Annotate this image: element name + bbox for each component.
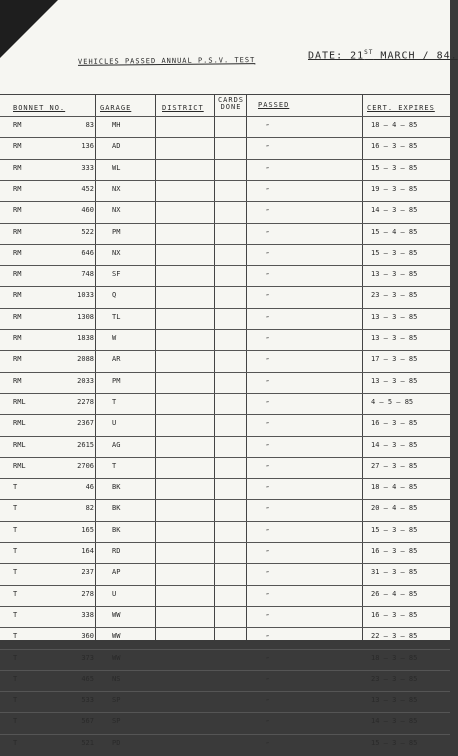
garage-code: RD (112, 547, 121, 555)
column-header-passed: PASSED (258, 101, 290, 109)
garage-code: T (112, 461, 117, 470)
table-row (0, 457, 450, 479)
date-prefix: DATE: 21 (308, 50, 365, 62)
table-row (0, 585, 450, 607)
garage-code: WL (112, 163, 121, 172)
table-row (0, 244, 450, 266)
passed-mark: ” (266, 251, 270, 258)
bonnet-number: 2278 (77, 397, 94, 406)
cert-expiry-date: 16 – 3 – 85 (371, 419, 418, 428)
passed-mark: ” (266, 464, 270, 471)
bonnet-prefix: T (13, 632, 18, 641)
table-row (0, 372, 450, 394)
table-row (0, 265, 450, 287)
bonnet-prefix: T (13, 525, 18, 534)
bonnet-prefix: T (13, 738, 18, 747)
cert-expiry-date: 31 – 3 – 85 (371, 568, 418, 577)
bonnet-number: 2088 (77, 355, 94, 364)
table-row (0, 180, 450, 202)
passed-mark: ” (266, 486, 270, 493)
bonnet-number: 1308 (77, 312, 94, 321)
garage-code: WW (112, 632, 121, 641)
table-row (0, 606, 450, 628)
cert-expiry-date: 19 – 3 – 85 (371, 184, 418, 193)
passed-mark: ” (266, 315, 270, 322)
bonnet-number: 136 (81, 142, 94, 151)
cert-expiry-date: 15 – 4 – 85 (371, 227, 418, 236)
cert-expiry-date: 14 – 3 – 85 (371, 206, 418, 215)
bonnet-number: 165 (81, 525, 94, 534)
table-row (0, 734, 450, 756)
passed-mark: ” (266, 294, 270, 301)
passed-mark: ” (266, 379, 270, 386)
bonnet-prefix: RM (13, 248, 22, 257)
table-row (0, 201, 450, 223)
column-header-cert-expires: CERT. EXPIRES (367, 104, 435, 112)
passed-mark: ” (266, 209, 270, 216)
cert-expiry-date: 15 – 3 – 85 (371, 163, 418, 172)
bonnet-number: 1838 (77, 334, 94, 342)
table-row (0, 563, 450, 585)
garage-code: MH (112, 121, 121, 129)
bonnet-number: 522 (81, 227, 94, 236)
bonnet-number: 748 (81, 270, 94, 279)
bonnet-prefix: T (13, 653, 18, 662)
table-row (0, 329, 450, 351)
bonnet-number: 465 (81, 674, 94, 683)
cert-expiry-date: 17 – 3 – 85 (371, 355, 418, 364)
passed-mark: ” (266, 550, 270, 556)
passed-mark: ” (266, 273, 270, 280)
bonnet-prefix: RML (13, 419, 26, 428)
bonnet-prefix: RML (13, 461, 26, 470)
passed-mark: ” (266, 656, 270, 663)
document-date (308, 49, 458, 61)
bonnet-prefix: RML (13, 397, 26, 406)
garage-code: BK (112, 525, 121, 534)
table-row (0, 286, 450, 308)
bonnet-number: 460 (81, 206, 94, 215)
cert-expiry-date: 22 – 3 – 85 (371, 632, 418, 641)
passed-mark: ” (266, 124, 270, 130)
passed-mark: ” (266, 187, 270, 194)
passed-mark: ” (266, 507, 270, 514)
table-row (0, 521, 450, 543)
column-header-cards-done: CARDS DONE (217, 96, 245, 111)
cert-expiry-date: 27 – 3 – 85 (371, 461, 418, 470)
passed-mark: ” (266, 337, 270, 343)
cert-expiry-date: 16 – 3 – 85 (371, 142, 418, 151)
table-row (0, 499, 450, 521)
passed-mark: ” (266, 592, 270, 599)
folded-corner (0, 0, 58, 58)
passed-mark: ” (266, 443, 270, 450)
date-suffix-ordinal: ST (364, 49, 374, 56)
table-row (0, 414, 450, 436)
table-row (0, 712, 450, 734)
passed-mark: ” (266, 571, 270, 578)
bonnet-prefix: RM (13, 121, 22, 129)
bonnet-prefix: RM (13, 355, 22, 364)
bonnet-prefix: RM (13, 270, 22, 279)
garage-code: WW (112, 653, 121, 662)
bonnet-prefix: RM (13, 291, 22, 300)
passed-mark: ” (266, 635, 270, 642)
bonnet-prefix: RM (13, 163, 22, 172)
cert-expiry-date: 18 – 4 – 85 (371, 121, 418, 129)
table-row (0, 223, 450, 245)
passed-mark: ” (266, 166, 270, 173)
bonnet-prefix: RM (13, 184, 22, 193)
bonnet-prefix: T (13, 610, 18, 619)
table-row (0, 137, 450, 159)
cert-expiry-date: 14 – 3 – 85 (371, 440, 418, 449)
bonnet-prefix: RML (13, 440, 26, 449)
bonnet-number: 452 (81, 184, 94, 193)
document-title: VEHICLES PASSED ANNUAL P.S.V. TEST (77, 56, 256, 66)
table-row (0, 478, 450, 500)
garage-code: AP (112, 568, 121, 577)
garage-code: PM (112, 227, 121, 236)
bonnet-number: 2033 (77, 376, 94, 385)
garage-code: AD (112, 142, 121, 151)
bonnet-prefix: T (13, 504, 18, 513)
cert-expiry-date: 15 – 3 – 85 (371, 525, 418, 534)
table-row (0, 436, 450, 458)
cert-expiry-date: 15 – 3 – 85 (371, 248, 418, 257)
date-month-year: MARCH / 84. (373, 50, 458, 62)
bonnet-number: 46 (85, 483, 94, 492)
bonnet-number: 338 (81, 610, 94, 619)
bonnet-prefix: T (13, 483, 18, 492)
garage-code: AR (112, 355, 121, 364)
garage-code: AG (112, 440, 121, 449)
passed-mark: ” (266, 145, 270, 152)
garage-code: SF (112, 270, 121, 279)
passed-mark: ” (266, 230, 270, 237)
bonnet-prefix: RM (13, 376, 22, 385)
cert-expiry-date: 26 – 4 – 85 (371, 589, 418, 598)
passed-mark: ” (266, 422, 270, 429)
bonnet-prefix: RM (13, 142, 22, 151)
bonnet-number: 2367 (77, 419, 94, 428)
bonnet-number: 1033 (77, 291, 94, 300)
table-row (0, 691, 450, 713)
bonnet-number: 533 (81, 696, 94, 705)
bonnet-prefix: T (13, 589, 18, 598)
bonnet-prefix: T (13, 547, 18, 555)
garage-code: BK (112, 504, 121, 513)
passed-mark: ” (266, 400, 270, 407)
table-row (0, 393, 450, 415)
garage-code: SP (112, 696, 121, 705)
garage-code: T (112, 397, 117, 406)
bonnet-number: 567 (81, 717, 94, 726)
bonnet-prefix: RM (13, 334, 22, 342)
garage-code: BK (112, 483, 121, 492)
cert-expiry-date: 14 – 3 – 85 (371, 717, 418, 726)
cert-expiry-date: 13 – 3 – 85 (371, 376, 418, 385)
passed-mark: ” (266, 699, 270, 706)
bonnet-number: 2706 (77, 461, 94, 470)
passed-mark: ” (266, 358, 270, 365)
table-row (0, 116, 450, 138)
cert-expiry-date: 15 – 3 – 85 (371, 738, 418, 747)
cert-expiry-date: 23 – 3 – 85 (371, 674, 418, 683)
cert-expiry-date: 16 – 3 – 85 (371, 547, 418, 555)
garage-code: NX (112, 248, 121, 257)
passed-mark: ” (266, 741, 270, 748)
passed-mark: ” (266, 720, 270, 727)
bonnet-number: 237 (81, 568, 94, 577)
bonnet-prefix: RM (13, 206, 22, 215)
bonnet-prefix: T (13, 568, 18, 577)
table-row (0, 542, 450, 564)
bonnet-number: 83 (85, 121, 94, 129)
bonnet-prefix: T (13, 674, 18, 683)
bonnet-number: 360 (81, 632, 94, 641)
passed-mark: ” (266, 528, 270, 535)
garage-code: NX (112, 184, 121, 193)
column-header-garage: GARAGE (100, 104, 132, 112)
table-row (0, 350, 450, 372)
bonnet-prefix: T (13, 696, 18, 705)
bonnet-prefix: RM (13, 312, 22, 321)
cert-expiry-date: 13 – 3 – 85 (371, 270, 418, 279)
bonnet-number: 2615 (77, 440, 94, 449)
table-top-rule (0, 94, 450, 95)
garage-code: U (112, 419, 117, 428)
bonnet-prefix: RM (13, 227, 22, 236)
garage-code: PD (112, 738, 121, 747)
bonnet-number: 82 (85, 504, 94, 513)
cert-expiry-date: 20 – 4 – 85 (371, 504, 418, 513)
garage-code: TL (112, 312, 121, 321)
garage-code: NX (112, 206, 121, 215)
table-row (0, 649, 450, 671)
passed-mark: ” (266, 613, 270, 620)
cert-expiry-date: 4 – 5 – 85 (371, 397, 414, 406)
cert-expiry-date: 16 – 3 – 85 (371, 610, 418, 619)
bonnet-prefix: T (13, 717, 18, 726)
bonnet-number: 646 (81, 248, 94, 257)
column-header-bonnet: BONNET NO. (13, 104, 66, 112)
bonnet-number: 521 (81, 738, 94, 747)
cert-expiry-date: 13 – 3 – 85 (371, 696, 418, 705)
garage-code: PM (112, 376, 121, 385)
cert-expiry-date: 18 – 4 – 85 (371, 483, 418, 492)
table-row (0, 627, 450, 649)
garage-code: Q (112, 291, 117, 300)
garage-code: U (112, 589, 117, 598)
bonnet-number: 333 (81, 163, 94, 172)
bonnet-number: 373 (81, 653, 94, 662)
table-row (0, 159, 450, 181)
cert-expiry-date: 23 – 3 – 85 (371, 291, 418, 300)
bonnet-number: 278 (81, 589, 94, 598)
table-row (0, 670, 450, 692)
garage-code: WW (112, 610, 121, 619)
cert-expiry-date: 18 – 3 – 85 (371, 653, 418, 662)
garage-code: W (112, 334, 117, 342)
cert-expiry-date: 13 – 3 – 85 (371, 334, 418, 342)
cert-expiry-date: 13 – 3 – 85 (371, 312, 418, 321)
garage-code: NS (112, 674, 121, 683)
bonnet-number: 164 (81, 547, 94, 555)
table-row (0, 308, 450, 330)
column-header-district: DISTRICT (162, 104, 204, 112)
garage-code: SP (112, 717, 121, 726)
passed-mark: ” (266, 677, 270, 684)
